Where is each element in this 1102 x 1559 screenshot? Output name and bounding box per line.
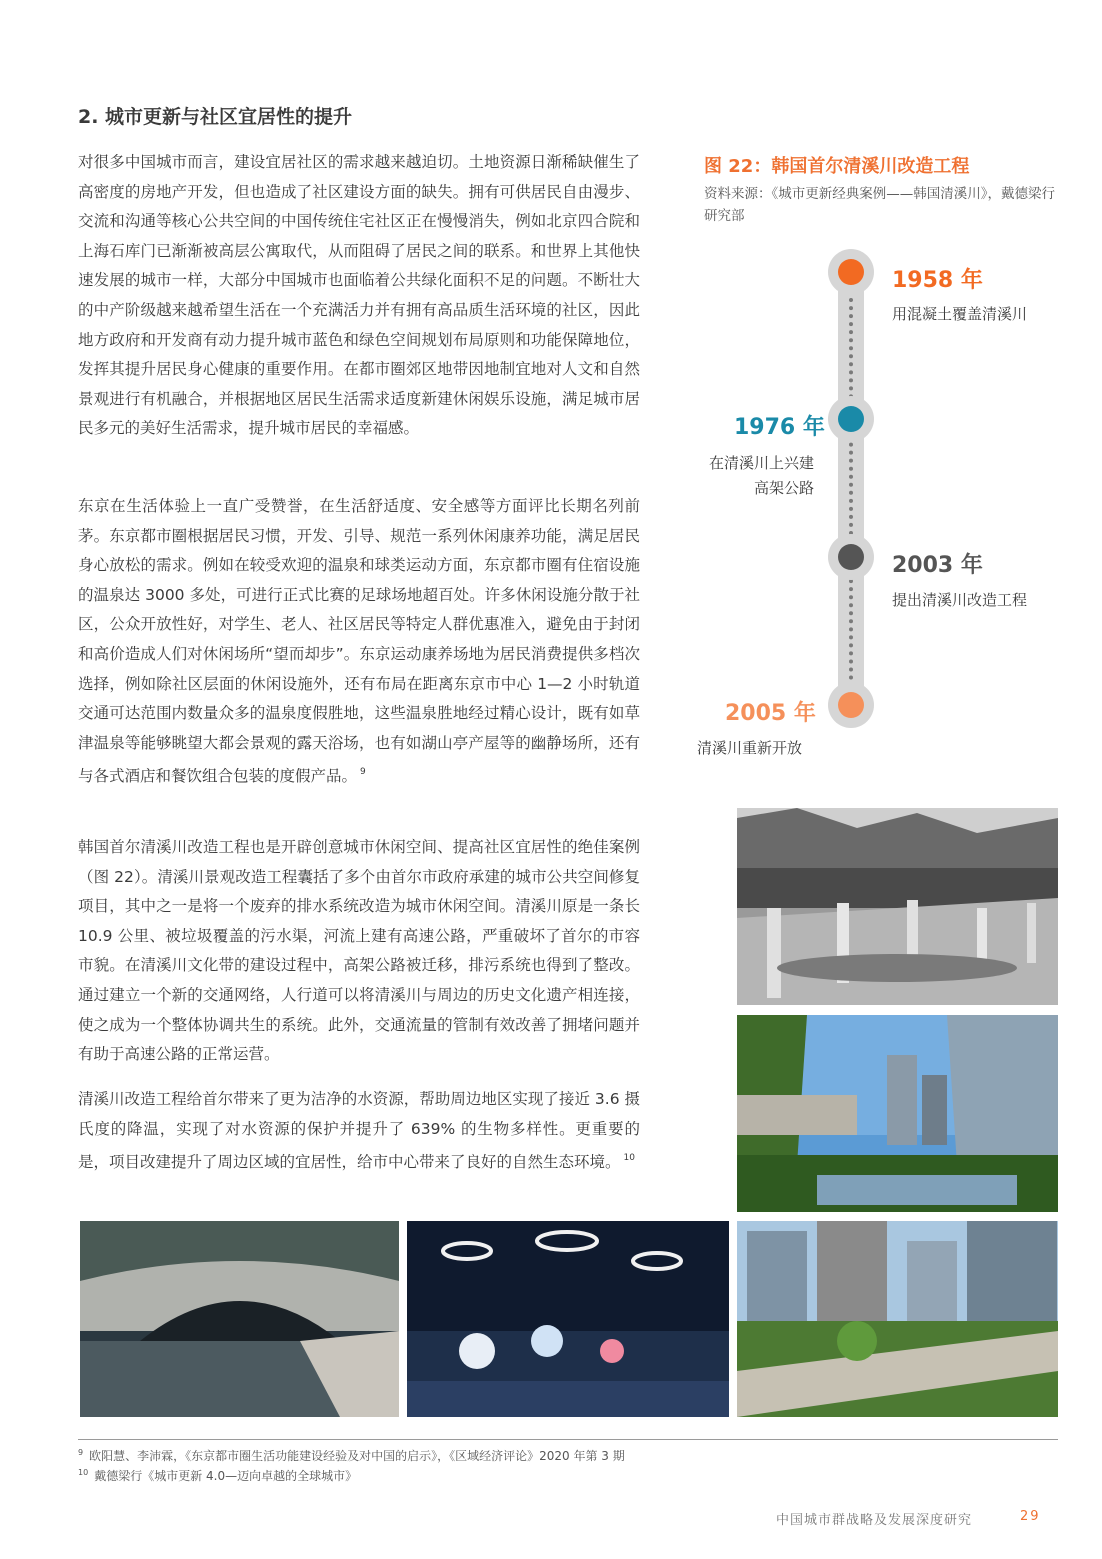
timeline-desc: 清溪川重新开放 [697, 739, 803, 757]
footnote-ref[interactable]: 10 [623, 1153, 635, 1164]
footnote: $^9$ 欧阳慧、李沛霖，《东京都市圈生活功能建设经验及对中国的启示》，《区域经济评论》2020 年第 3 期 [78, 1448, 625, 1463]
timeline-year: 1976 年 [734, 415, 825, 440]
footnote-ref[interactable]: 9 [360, 767, 366, 778]
timeline-dotted-line [849, 290, 853, 680]
figure-source: 资料来源：《城市更新经典案例——韩国清溪川》，戴德梁行研究部 [704, 186, 1055, 224]
lantern-festival-photo [407, 1221, 729, 1417]
timeline-year: 1958 年 [892, 268, 983, 293]
timeline-node-2005 [828, 682, 874, 728]
timeline-node-1958 [828, 249, 874, 295]
historic-photo [737, 808, 1058, 1005]
timeline-year: 2003 年 [892, 553, 983, 578]
timeline-node-1976 [828, 396, 874, 442]
timeline-node-2003 [828, 534, 874, 580]
timeline-desc: 用混凝土覆盖清溪川 [892, 305, 1028, 323]
timeline-year: 2005 年 [725, 701, 816, 726]
paragraph: 韩国首尔清溪川改造工程也是开辟创意城市休闲空间、提高社区宜居性的绝佳案例（图 22）。清溪川景观改造工程囊括了多个由首尔市政府承建的城市公共空间修复项目，其中之一是将一个废弃的排水系统改造为城市休闲空间。清溪川原是一条长 10.9 公里、被垃圾覆盖的污水渠，河流上建有高速公路，严重破坏了首尔的市容市貌。在清溪川文化带的建设过程中，高架公路被迁移，排污系统也得到了整改。通过建立一个新的交通网络，人行道可以将清溪川与周边的历史文化遗产相连接，使之成为一个整体协调共生的系统。此外，交通流量的管制有效改善了拥堵问题并有助于高速公路的正常运营。 [78, 838, 640, 1064]
urban-stream-photo [737, 1221, 1058, 1417]
timeline-desc: 提出清溪川改造工程 [892, 591, 1028, 609]
footer-title: 中国城市群战略及发展深度研究 [776, 1513, 973, 1528]
paragraph: 东京在生活体验上一直广受赞誉，在生活舒适度、安全感等方面评比长期名列前茅。东京都市圈根据居民习惯，开发、引导、规范一系列休闲康养功能，满足居民身心放松的需求。例如在较受欢迎的温泉和球类运动方面，东京都市圈有住宿设施的温泉达 3000 多处，可进行正式比赛的足球场地超百处。许多休闲设施分散于社区，公众开放性好，对学生、老人、社区居民等特定人群优惠准入，避免由于封闭和高价造成人们对休闲场所“望而却步”。东京运动康养场地为居民消费提供多档次选择，例如除社区层面的休闲设施外，还有布局在距离东京市中心 1—2 小时轨道交通可达范围内数量众多的温泉度假胜地，这些温泉胜地经过精心设计，既有如草津温泉等能够眺望大都会景观的露天浴场，也有如湖山亭产屋等的幽静场所，还有与各式酒店和餐饮组合包装的度假产品。 $^9$ [78, 497, 640, 786]
section-title: 2. 城市更新与社区宜居性的提升 [78, 106, 353, 128]
footnote: $^{10}$ 戴德梁行《城市更新 4.0—迈向卓越的全球城市》 [78, 1468, 358, 1483]
paragraph: 对很多中国城市而言，建设宜居社区的需求越来越迫切。土地资源日渐稀缺催生了高密度的房地产开发，但也造成了社区建设方面的缺失。拥有可供居民自由漫步、交流和沟通等核心公共空间的中国传统住宅社区正在慢慢消失，例如北京四合院和上海石库门已渐渐被高层公寓取代，从而阻碍了居民之间的联系。和世界上其他快速发展的城市一样，大部分中国城市也面临着公共绿化面积不足的问题。不断壮大的中产阶级越来越希望生活在一个充满活力并有拥有高品质生活环境的社区，因此地方政府和开发商有动力提升城市蓝色和绿色空间规划布局原则和功能保障地位，发挥其提升居民身心健康的重要作用。在都市圈郊区地带因地制宜地对人文和自然景观进行有机融合，并根据地区居民生活需求适度新建休闲娱乐设施，满足城市居民多元的美好生活需求，提升城市居民的幸福感。 [78, 153, 640, 438]
bridge-photo [80, 1221, 399, 1417]
footnote-divider [78, 1439, 1058, 1440]
timeline-desc: 在清溪川上兴建 高架公路 [708, 454, 814, 497]
modern-stream-photo [737, 1015, 1058, 1212]
figure-title: 图 22：韩国首尔清溪川改造工程 [704, 156, 970, 177]
paragraph: 清溪川改造工程给首尔带来了更为洁净的水资源，帮助周边地区实现了接近 3.6 摄氏度的降温，实现了对水资源的保护并提升了 639% 的生物多样性。更重要的是，项目改建提升了周边区域的宜居性，给市中心带来了良好的自然生态环境。 $^{10}$ [78, 1090, 640, 1172]
page-number: 29 [1020, 1509, 1041, 1524]
